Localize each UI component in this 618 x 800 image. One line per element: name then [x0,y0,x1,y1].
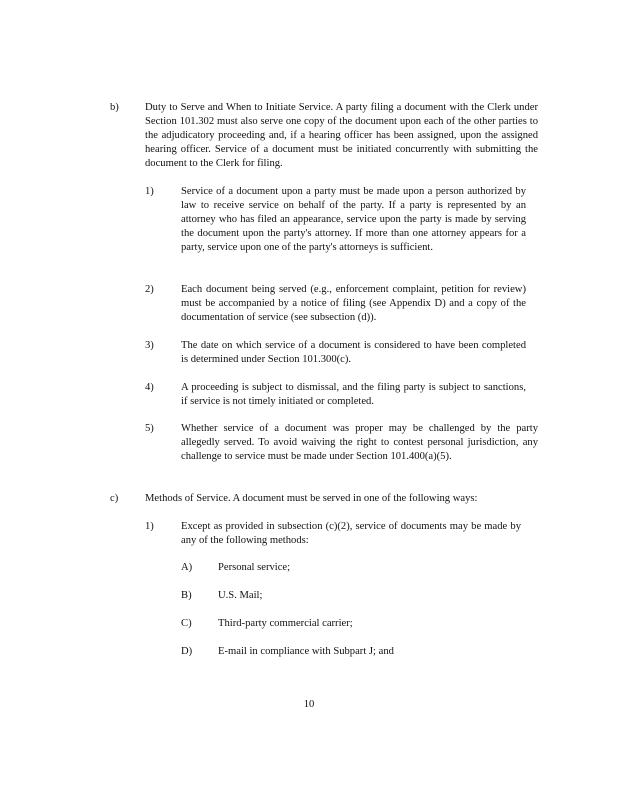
method-d-text: E-mail in compliance with Subpart J; and [218,646,394,657]
item-b4-text: A proceeding is subject to dismissal, and the filing party is subject to sanctions, if service is not timely initiated or completed. [181,382,526,407]
method-c-text: Third-party commercial carrier; [218,618,353,629]
method-a-label: A) [181,562,193,573]
item-b5-label: 5) [145,423,154,434]
item-c1-label: 1) [145,521,154,532]
method-c-label: C) [181,618,192,629]
method-b-text: U.S. Mail; [218,590,263,601]
item-b1-label: 1) [145,186,154,197]
page-number: 10 [303,699,315,710]
section-b-label: b) [110,102,119,113]
section-c-text: Methods of Service. A document must be served in one of the following ways: [145,493,478,504]
method-d-label: D) [181,646,193,657]
item-b5-text: Whether service of a document was proper may be challenged by the party allegedly served. To avoid waiving the right to contest personal jurisdiction, any challenge to service must be made under Section 101.400(a)(5). [181,423,538,462]
item-c1-text: Except as provided in subsection (c)(2), service of documents may be made by any of the following methods: [181,521,521,546]
item-b3-text: The date on which service of a document is considered to have been completed is determined under Section 101.300(c). [181,340,526,365]
item-b2-label: 2) [145,284,154,295]
method-b-label: B) [181,590,192,601]
item-b4-label: 4) [145,382,154,393]
section-c-label: c) [110,493,119,504]
item-b2-text: Each document being served (e.g., enforcement complaint, petition for review) must be accompanied by a notice of filing (see Appendix D) and a copy of the documentation of service (see subsection (d)). [181,284,526,323]
item-b1-text: Service of a document upon a party must be made upon a person authorized by law to receive service on behalf of the party. If a party is represented by an attorney who has filed an appearance, service upon the party is made by serving the document upon the party's attorney. If more than one attorney appears for a party, service upon one of the party's attorneys is sufficient. [181,186,526,253]
section-b-text: Duty to Serve and When to Initiate Service. A party filing a document with the Clerk under Section 101.302 must also serve one copy of the document upon each of the other parties to the adjudicatory proceeding and, if a hearing officer has been assigned, upon the assigned hearing officer. Service of a document must be initiated concurrently with submitting the document to the Clerk for filing. [145,102,538,169]
method-a-text: Personal service; [218,562,291,573]
item-b3-label: 3) [145,340,154,351]
